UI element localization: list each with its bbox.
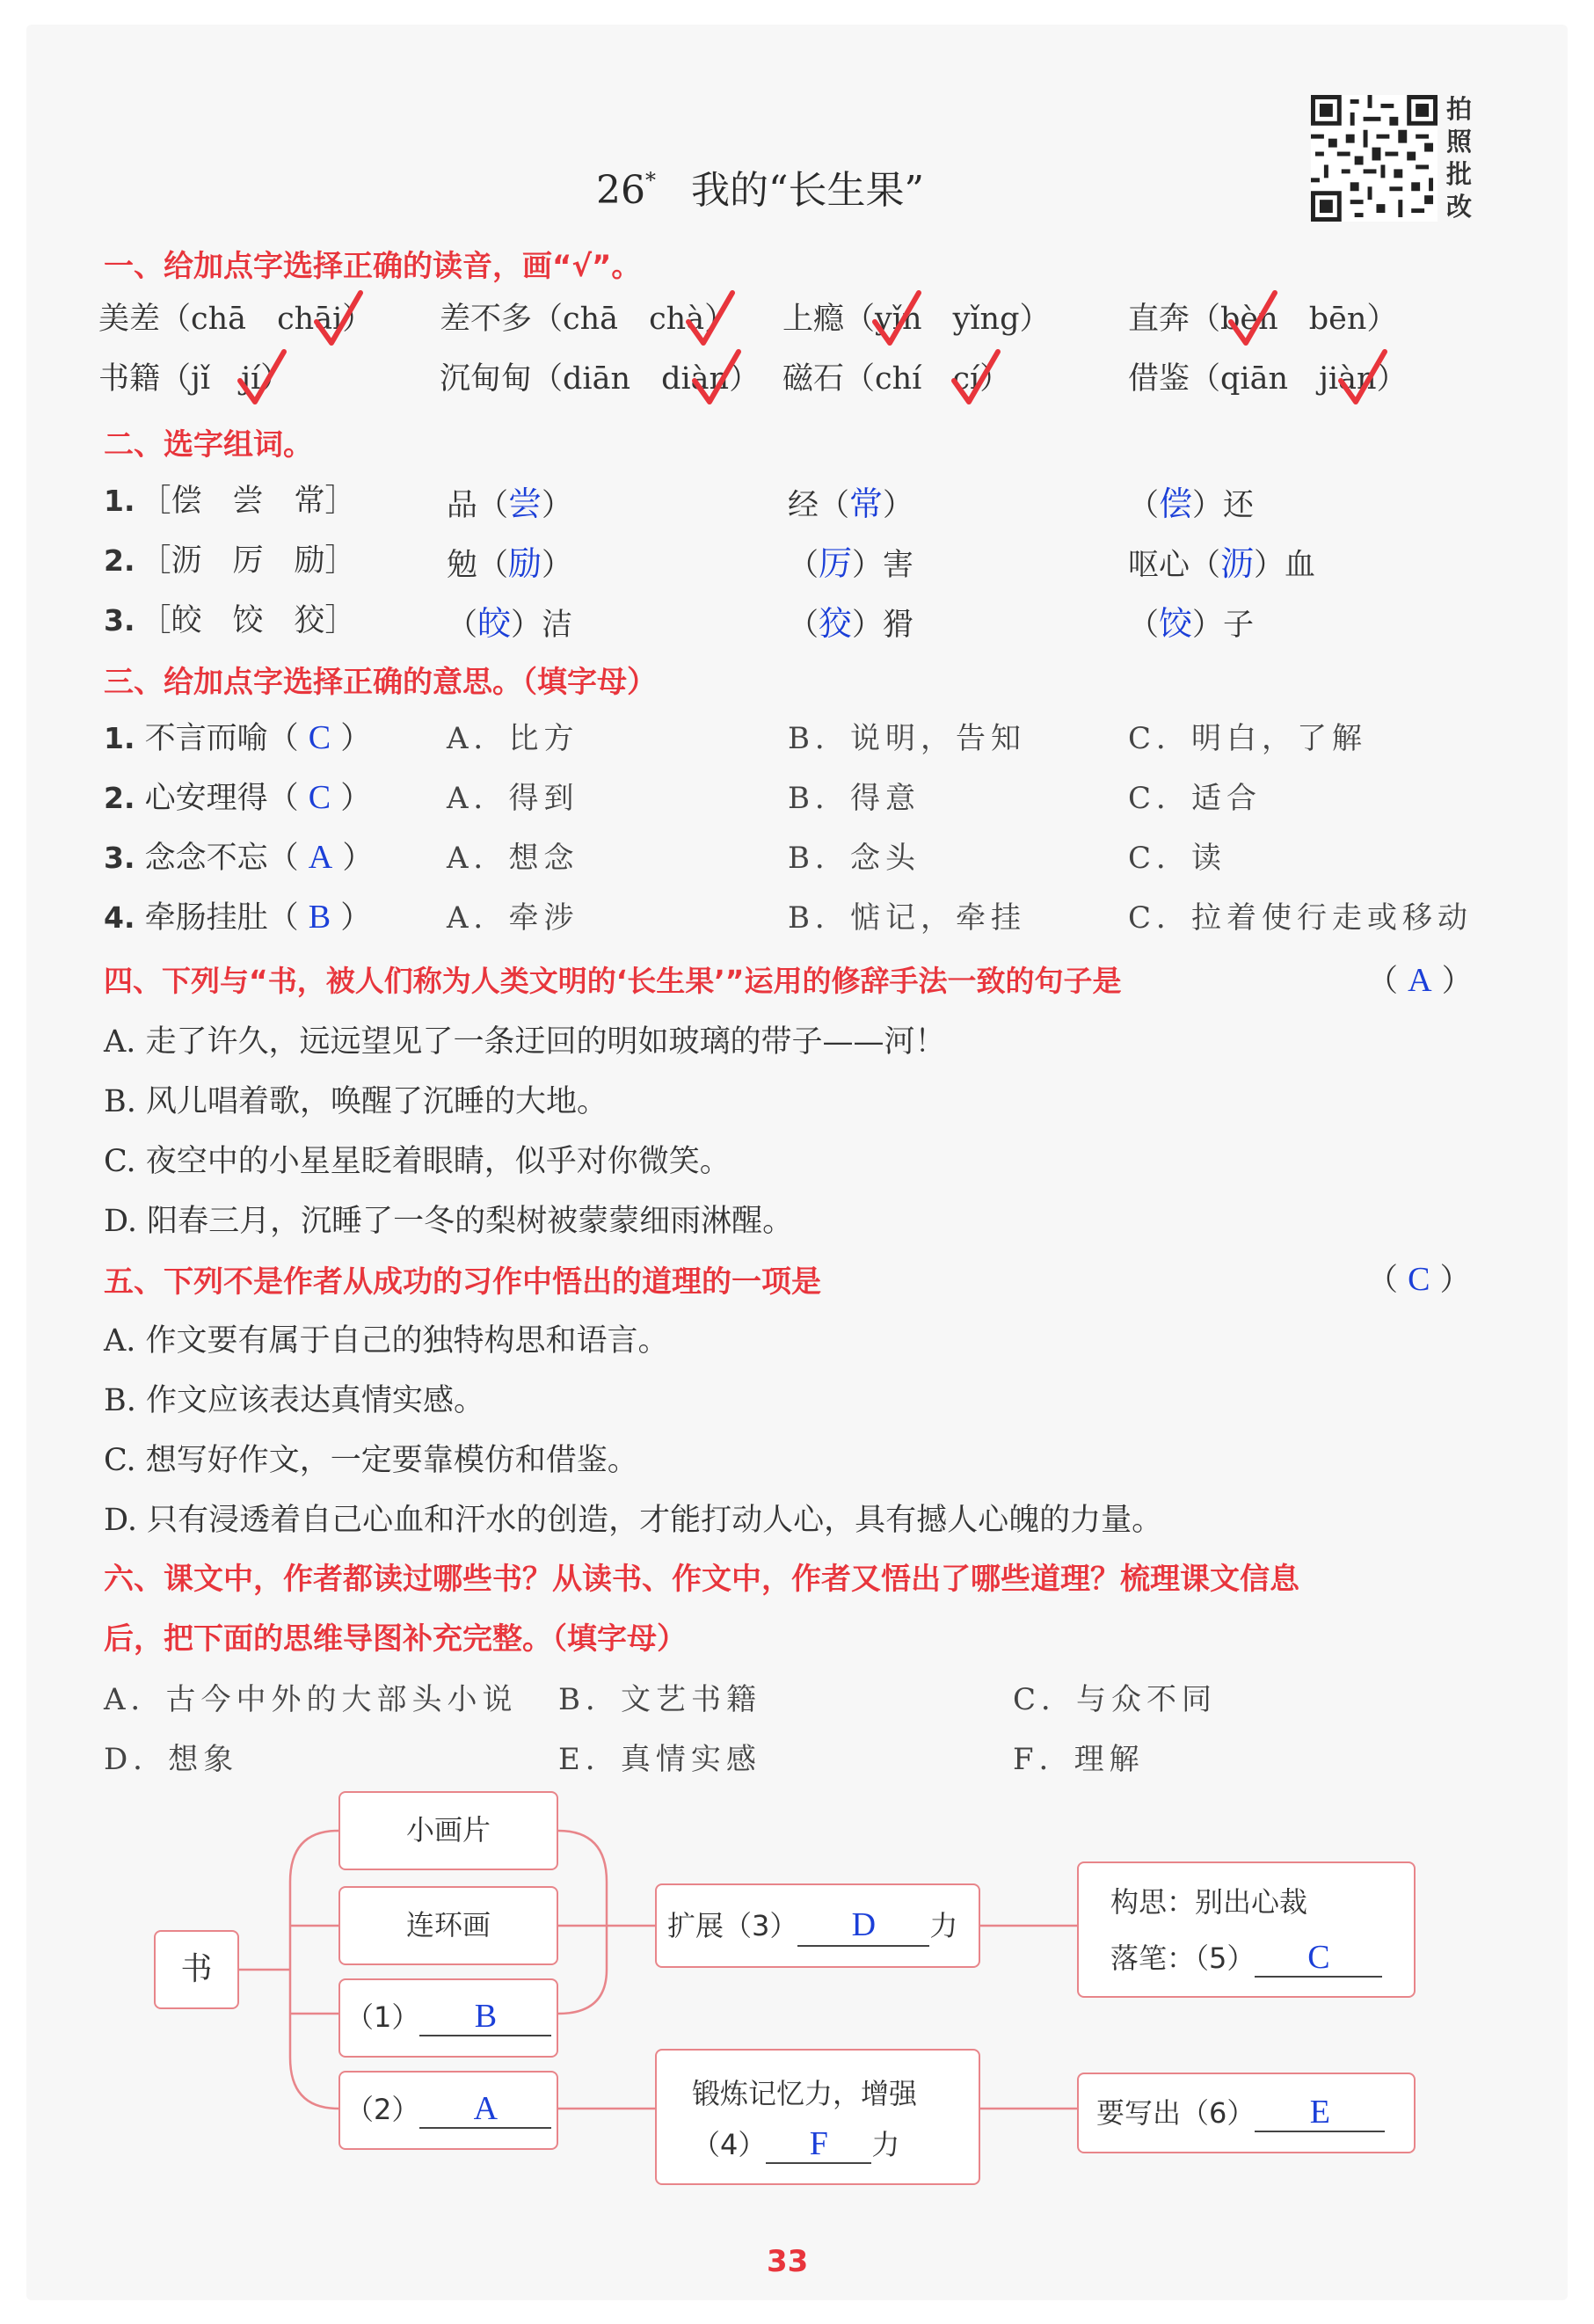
- word-group-row: 2. ［沥 厉 励］: [104, 543, 356, 579]
- option-a: A．得到: [447, 781, 579, 816]
- word-blank: （皎）洁: [447, 606, 573, 643]
- word-blank: 呕心（沥）血: [1128, 546, 1316, 583]
- mindmap-option: E．真情实感: [558, 1742, 761, 1777]
- choice-a: A. 走了许久，远远望见了一条迂回的明如玻璃的带子——河！: [104, 1024, 946, 1060]
- choice-c: C. 夜空中的小星星眨着眼睛，似乎对你微笑。: [104, 1144, 731, 1179]
- meaning-question: 4. 牵肠挂肚（ B ）: [104, 899, 372, 936]
- pinyin-item: 磁石（chí cí）: [782, 361, 1011, 397]
- mindmap-branch-blank: （1） B: [338, 1978, 558, 2058]
- mindmap-right-node: 要写出（6） E: [1077, 2073, 1416, 2153]
- option-b: B．念头: [788, 841, 921, 876]
- mindmap-root: 书: [154, 1930, 239, 2009]
- scan-to-grade-label[interactable]: 拍照批改: [1446, 94, 1473, 222]
- mindmap-branch-blank: （2） A: [338, 2071, 558, 2150]
- section-5-heading: 五、下列不是作者从成功的习作中悟出的道理的一项是: [104, 1264, 821, 1300]
- word-blank: 品（尝）: [447, 486, 573, 523]
- word-blank: （偿）还: [1128, 486, 1255, 523]
- mindmap-right-node: 构思：别出心裁 落笔：（5） C: [1077, 1861, 1416, 1998]
- mindmap-option: A．古今中外的大部头小说: [104, 1682, 518, 1717]
- pinyin-item: 差不多（chā chà）: [440, 302, 736, 337]
- section-4-answer: （ A ）: [1367, 962, 1473, 999]
- pinyin-item: 直奔（bèn bēn）: [1128, 302, 1398, 337]
- mindmap-option: C．与众不同: [1013, 1682, 1218, 1717]
- choice-c: C. 想写好作文，一定要靠模仿和借鉴。: [104, 1443, 638, 1478]
- pinyin-item: 书籍（jǐ jí）: [98, 361, 292, 397]
- section-6-heading: 六、课文中，作者都读过哪些书？从读书、作文中，作者又悟出了哪些道理？梳理课文信息: [104, 1562, 1299, 1597]
- choice-b: B. 风儿唱着歌，唤醒了沉睡的大地。: [104, 1084, 608, 1119]
- option-c: C．明白，了解: [1128, 721, 1368, 756]
- option-b: B．得意: [788, 781, 921, 816]
- word-group-row: 3. ［皎 饺 狡］: [104, 603, 356, 638]
- meaning-question: 1. 不言而喻（ C ）: [104, 719, 372, 756]
- pinyin-item: 借鉴（qiān jiàn）: [1128, 361, 1408, 397]
- option-c: C．适合: [1128, 781, 1263, 816]
- option-a: A．比方: [447, 721, 579, 756]
- section-2-heading: 二、选字组词。: [104, 427, 313, 463]
- word-blank: 经（常）: [788, 486, 914, 523]
- pinyin-item: 上瘾（yǐn yǐng）: [782, 302, 1051, 337]
- pinyin-item: 沉甸甸（diān diàn）: [440, 361, 761, 397]
- mindmap-middle-node: 扩展（3） D 力: [655, 1883, 980, 1968]
- option-c: C．读: [1128, 841, 1227, 876]
- word-blank: 勉（励）: [447, 546, 573, 583]
- choice-b: B. 作文应该表达真情实感。: [104, 1383, 484, 1418]
- word-blank: （狡）猾: [788, 606, 914, 643]
- option-a: A．牵涉: [447, 900, 579, 936]
- mindmap-option: B．文艺书籍: [558, 1682, 761, 1717]
- mindmap-middle-node: 锻炼记忆力，增强 （4） F 力: [655, 2049, 980, 2185]
- section-3-heading: 三、给加点字选择正确的意思。（填字母）: [104, 665, 657, 700]
- mindmap-branch: 小画片: [338, 1791, 558, 1870]
- pinyin-item: 美差（chā chāi）: [98, 302, 374, 337]
- word-blank: （厉）害: [788, 546, 914, 583]
- mindmap-branch: 连环画: [338, 1886, 558, 1965]
- word-blank: （饺）子: [1128, 606, 1255, 643]
- section-4-heading: 四、下列与“书，被人们称为人类文明的‘长生果’”运用的修辞手法一致的句子是: [104, 964, 1122, 998]
- mindmap-option: F．理解: [1013, 1742, 1145, 1777]
- section-5-answer: （ C ）: [1367, 1261, 1471, 1298]
- choice-d: D. 阳春三月，沉睡了一冬的梨树被蒙蒙细雨淋醒。: [104, 1204, 794, 1239]
- option-c: C．拉着使行走或移动: [1128, 900, 1474, 936]
- section-6-heading-cont: 后，把下面的思维导图补充完整。（填字母）: [104, 1621, 687, 1657]
- choice-a: A. 作文要有属于自己的独特构思和语言。: [104, 1323, 669, 1359]
- word-group-row: 1. ［偿 尝 常］: [104, 484, 356, 519]
- meaning-question: 2. 心安理得（ C ）: [104, 779, 372, 816]
- option-a: A．想念: [447, 841, 579, 876]
- choice-d: D. 只有浸透着自己心血和汗水的创造，才能打动人心，具有撼人心魄的力量。: [104, 1503, 1163, 1538]
- mindmap-option: D．想象: [104, 1742, 239, 1777]
- lesson-title: 26* 我的“长生果”: [596, 168, 924, 213]
- page-number: 33: [767, 2244, 809, 2279]
- meaning-question: 3. 念念不忘（ A ）: [104, 839, 374, 876]
- option-b: B．惦记，牵挂: [788, 900, 1026, 936]
- option-b: B．说明，告知: [788, 721, 1026, 756]
- section-1-heading: 一、给加点字选择正确的读音，画“√”。: [104, 249, 642, 284]
